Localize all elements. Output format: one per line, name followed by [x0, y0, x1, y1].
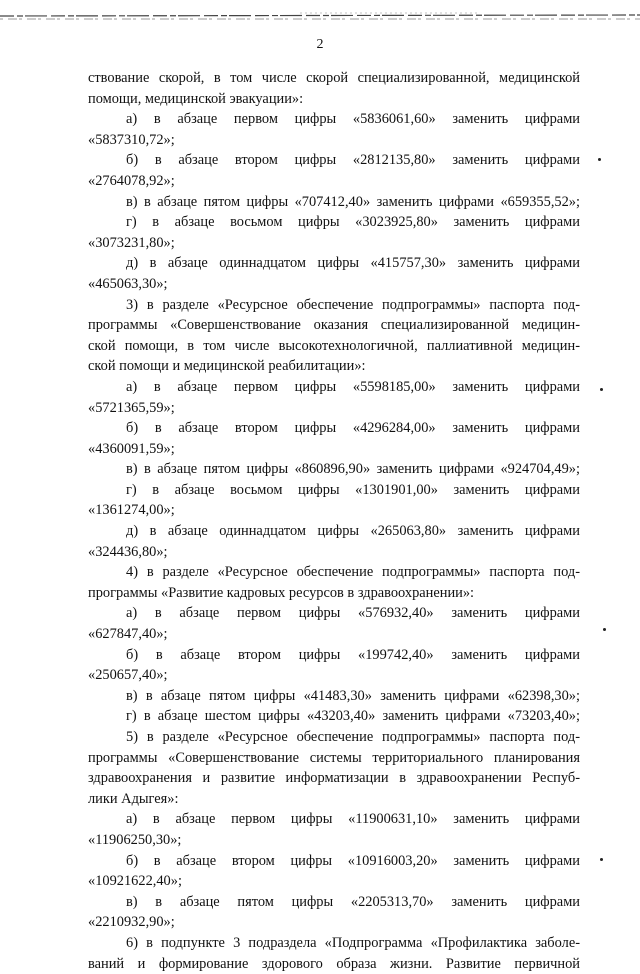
text-line: б) в абзаце втором цифры «2812135,80» заменить цифрами: [126, 152, 580, 169]
text-line: г) в абзаце восьмом цифры «1301901,00» заменить цифрами: [126, 481, 580, 498]
text-line: д) в абзаце одиннадцатом цифры «415757,30» заменить цифрами: [126, 255, 580, 272]
text-line: «10921622,40»;: [88, 873, 182, 890]
text-line: программы «Развитие кадровых ресурсов в здравоохранении»:: [88, 584, 475, 601]
text-line: ской помощи и медицинской реабилитации»:: [88, 358, 366, 375]
text-line: здравоохранения и развитие информатизации в здравоохранении Респуб-: [88, 770, 580, 787]
text-line: г) в абзаце шестом цифры «43203,40» заменить цифрами «73203,40»;: [126, 708, 580, 725]
page-number: 2: [316, 37, 324, 52]
text-line: а) в абзаце первом цифры «5836061,60» заменить цифрами: [126, 111, 580, 128]
scan-edge-artifact: [0, 6, 640, 24]
text-line: «5837310,72»;: [88, 131, 175, 148]
scan-speck: [603, 628, 606, 631]
text-line: б) в абзаце втором цифры «10916003,20» заменить цифрами: [126, 852, 580, 869]
text-line: «11906250,30»;: [88, 831, 182, 848]
text-line: «5721365,59»;: [88, 399, 175, 416]
text-line: в) в абзаце пятом цифры «2205313,70» заменить цифрами: [126, 893, 580, 910]
text-line: «2764078,92»;: [88, 172, 175, 189]
text-line: ской помощи, в том числе высокотехнологичной, паллиативной медицин-: [88, 337, 580, 354]
text-line: «465063,30»;: [88, 275, 168, 292]
text-line: а) в абзаце первом цифры «5598185,00» заменить цифрами: [126, 378, 580, 395]
text-line: «627847,40»;: [88, 626, 168, 643]
text-line: а) в абзаце первом цифры «11900631,10» заменить цифрами: [126, 811, 580, 828]
text-line: в) в абзаце пятом цифры «860896,90» заменить цифрами «924704,49»;: [126, 461, 580, 478]
text-line: в) в абзаце пятом цифры «707412,40» заменить цифрами «659355,52»;: [126, 193, 580, 210]
text-line: 6) в подпункте 3 подраздела «Подпрограмма «Профилактика заболе-: [126, 934, 580, 951]
text-line: б) в абзаце втором цифры «199742,40» заменить цифрами: [126, 646, 580, 663]
document-body: [88, 68, 580, 974]
text-line: в) в абзаце пятом цифры «41483,30» заменить цифрами «62398,30»;: [126, 687, 580, 704]
text-line: «2210932,90»;: [88, 914, 175, 931]
text-line: д) в абзаце одиннадцатом цифры «265063,80» заменить цифрами: [126, 523, 580, 540]
text-line: лики Адыгея»:: [88, 790, 179, 807]
scan-speck: [600, 858, 603, 861]
text-line: «324436,80»;: [88, 543, 168, 560]
text-line: «1361274,00»;: [88, 502, 175, 519]
scan-speck: [600, 388, 603, 391]
text-line: помощи, медицинской эвакуации»:: [88, 90, 304, 107]
text-line: программы «Совершенствование оказания специализированной медицин-: [88, 317, 580, 334]
text-line: «3073231,80»;: [88, 234, 175, 251]
text-line: 3) в разделе «Ресурсное обеспечение подпрограммы» паспорта под-: [126, 296, 580, 313]
text-line: 4) в разделе «Ресурсное обеспечение подпрограммы» паспорта под-: [126, 564, 580, 581]
text-line: «250657,40»;: [88, 667, 168, 684]
text-line: ствование скорой, в том числе скорой специализированной, медицинской: [88, 70, 580, 86]
text-line: программы «Совершенствование системы территориального планирования: [88, 749, 580, 766]
text-line: ваний и формирование здорового образа жизни. Развитие первичной: [88, 955, 580, 972]
text-line: б) в абзаце втором цифры «4296284,00» заменить цифрами: [126, 420, 580, 437]
text-line: а) в абзаце первом цифры «576932,40» заменить цифрами: [126, 605, 580, 622]
text-line: 5) в разделе «Ресурсное обеспечение подпрограммы» паспорта под-: [126, 729, 580, 745]
text-line: г) в абзаце восьмом цифры «3023925,80» заменить цифрами: [126, 214, 580, 231]
scan-speck: [598, 158, 601, 161]
text-line: «4360091,59»;: [88, 440, 175, 457]
